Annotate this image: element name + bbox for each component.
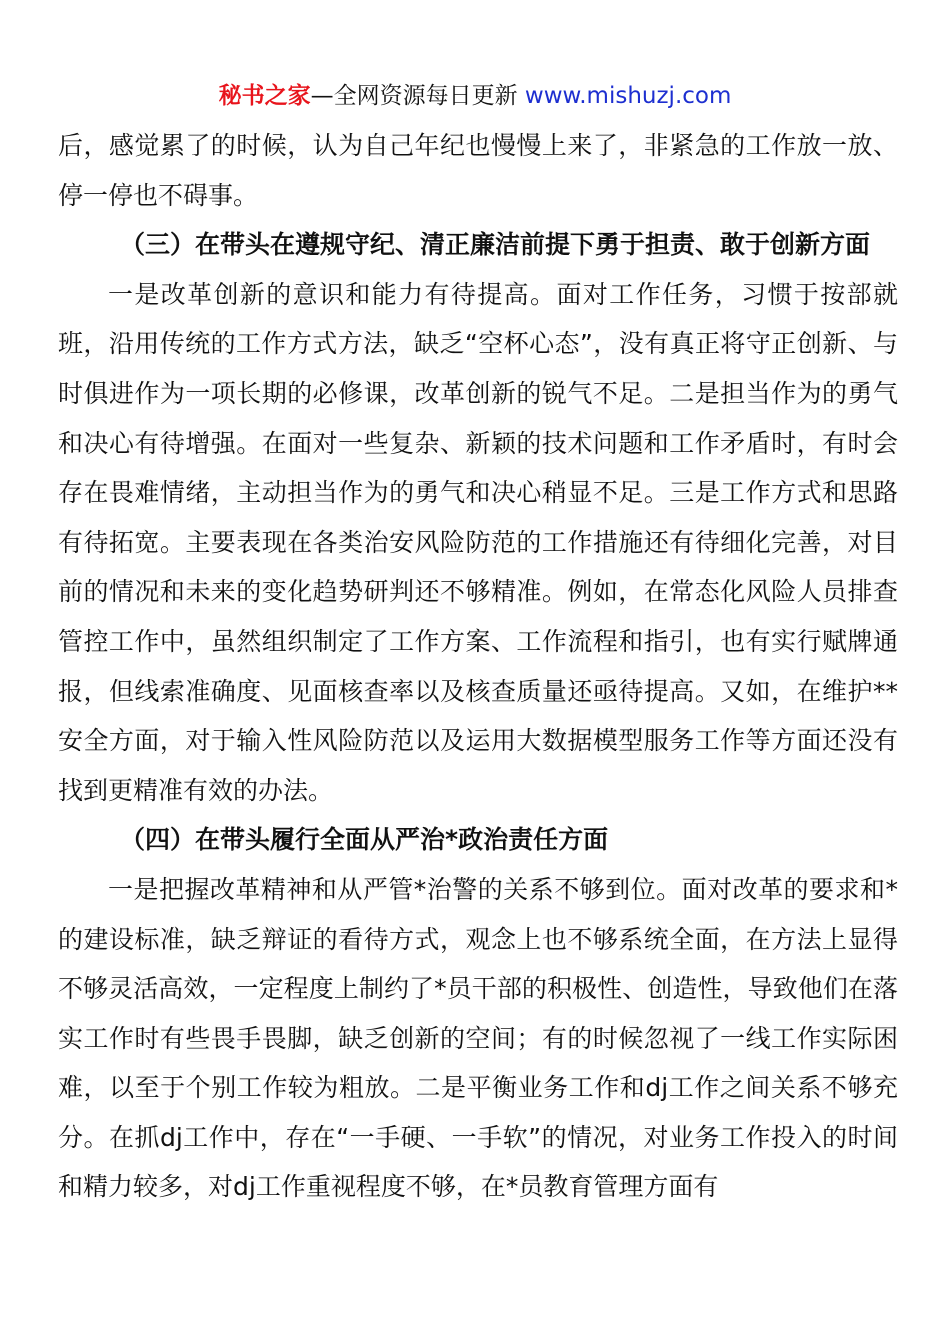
section-heading-3: （三）在带头在遵规守纪、清正廉洁前提下勇于担责、敢于创新方面 — [120, 230, 871, 260]
site-tagline: —全网资源每日更新 — [310, 83, 518, 109]
paragraph-section-4: 一是把握改革精神和从严管*治警的关系不够到位。面对改革的要求和*的建设标准，缺乏辩证的看待方式，观念上也不够系统全面，在方法上显得不够灵活高效，一定程度上制约了*员干部的积极性、创造性，导致他们在落实工作时有些畏手畏脚，缺乏创新的空间；有的时候忽视了一线工作实际困难，以至于个别工作较为粗放。二是平衡业务工作和dj工作之间关系不够充分。在抓dj工作中，存在“一手硬、一手软”的情况，对业务工作投入的时间和精力较多，对dj工作重视程度不够，在*员教育管理方面有 — [58, 874, 898, 1202]
site-url-link[interactable]: www.mishuzj.com — [524, 83, 732, 109]
section-heading-4: （四）在带头履行全面从严治*政治责任方面 — [120, 825, 609, 855]
site-brand: 秘书之家 — [218, 83, 311, 109]
document-body — [58, 121, 898, 1212]
paragraph-section-3: 一是改革创新的意识和能力有待提高。面对工作任务，习惯于按部就班，沿用传统的工作方式方法，缺乏“空杯心态”，没有真正将守正创新、与时俱进作为一项长期的必修课，改革创新的锐气不足。二是担当作为的勇气和决心有待增强。在面对一些复杂、新颖的技术问题和工作矛盾时，有时会存在畏难情绪，主动担当作为的勇气和决心稍显不足。三是工作方式和思路有待拓宽。主要表现在各类治安风险防范的工作措施还有待细化完善，对目前的情况和未来的变化趋势研判还不够精准。例如，在常态化风险人员排查管控工作中，虽然组织制定了工作方案、工作流程和指引，也有实行赋牌通报，但线索准确度、见面核查率以及核查质量还亟待提高。又如，在维护**安全方面，对于输入性风险防范以及运用大数据模型服务工作等方面还没有找到更精准有效的办法。 — [58, 279, 898, 805]
site-banner — [0, 80, 950, 112]
paragraph-continuation: 后，感觉累了的时候，认为自己年纪也慢慢上来了，非紧急的工作放一放、停一停也不碍事。 — [58, 131, 898, 210]
